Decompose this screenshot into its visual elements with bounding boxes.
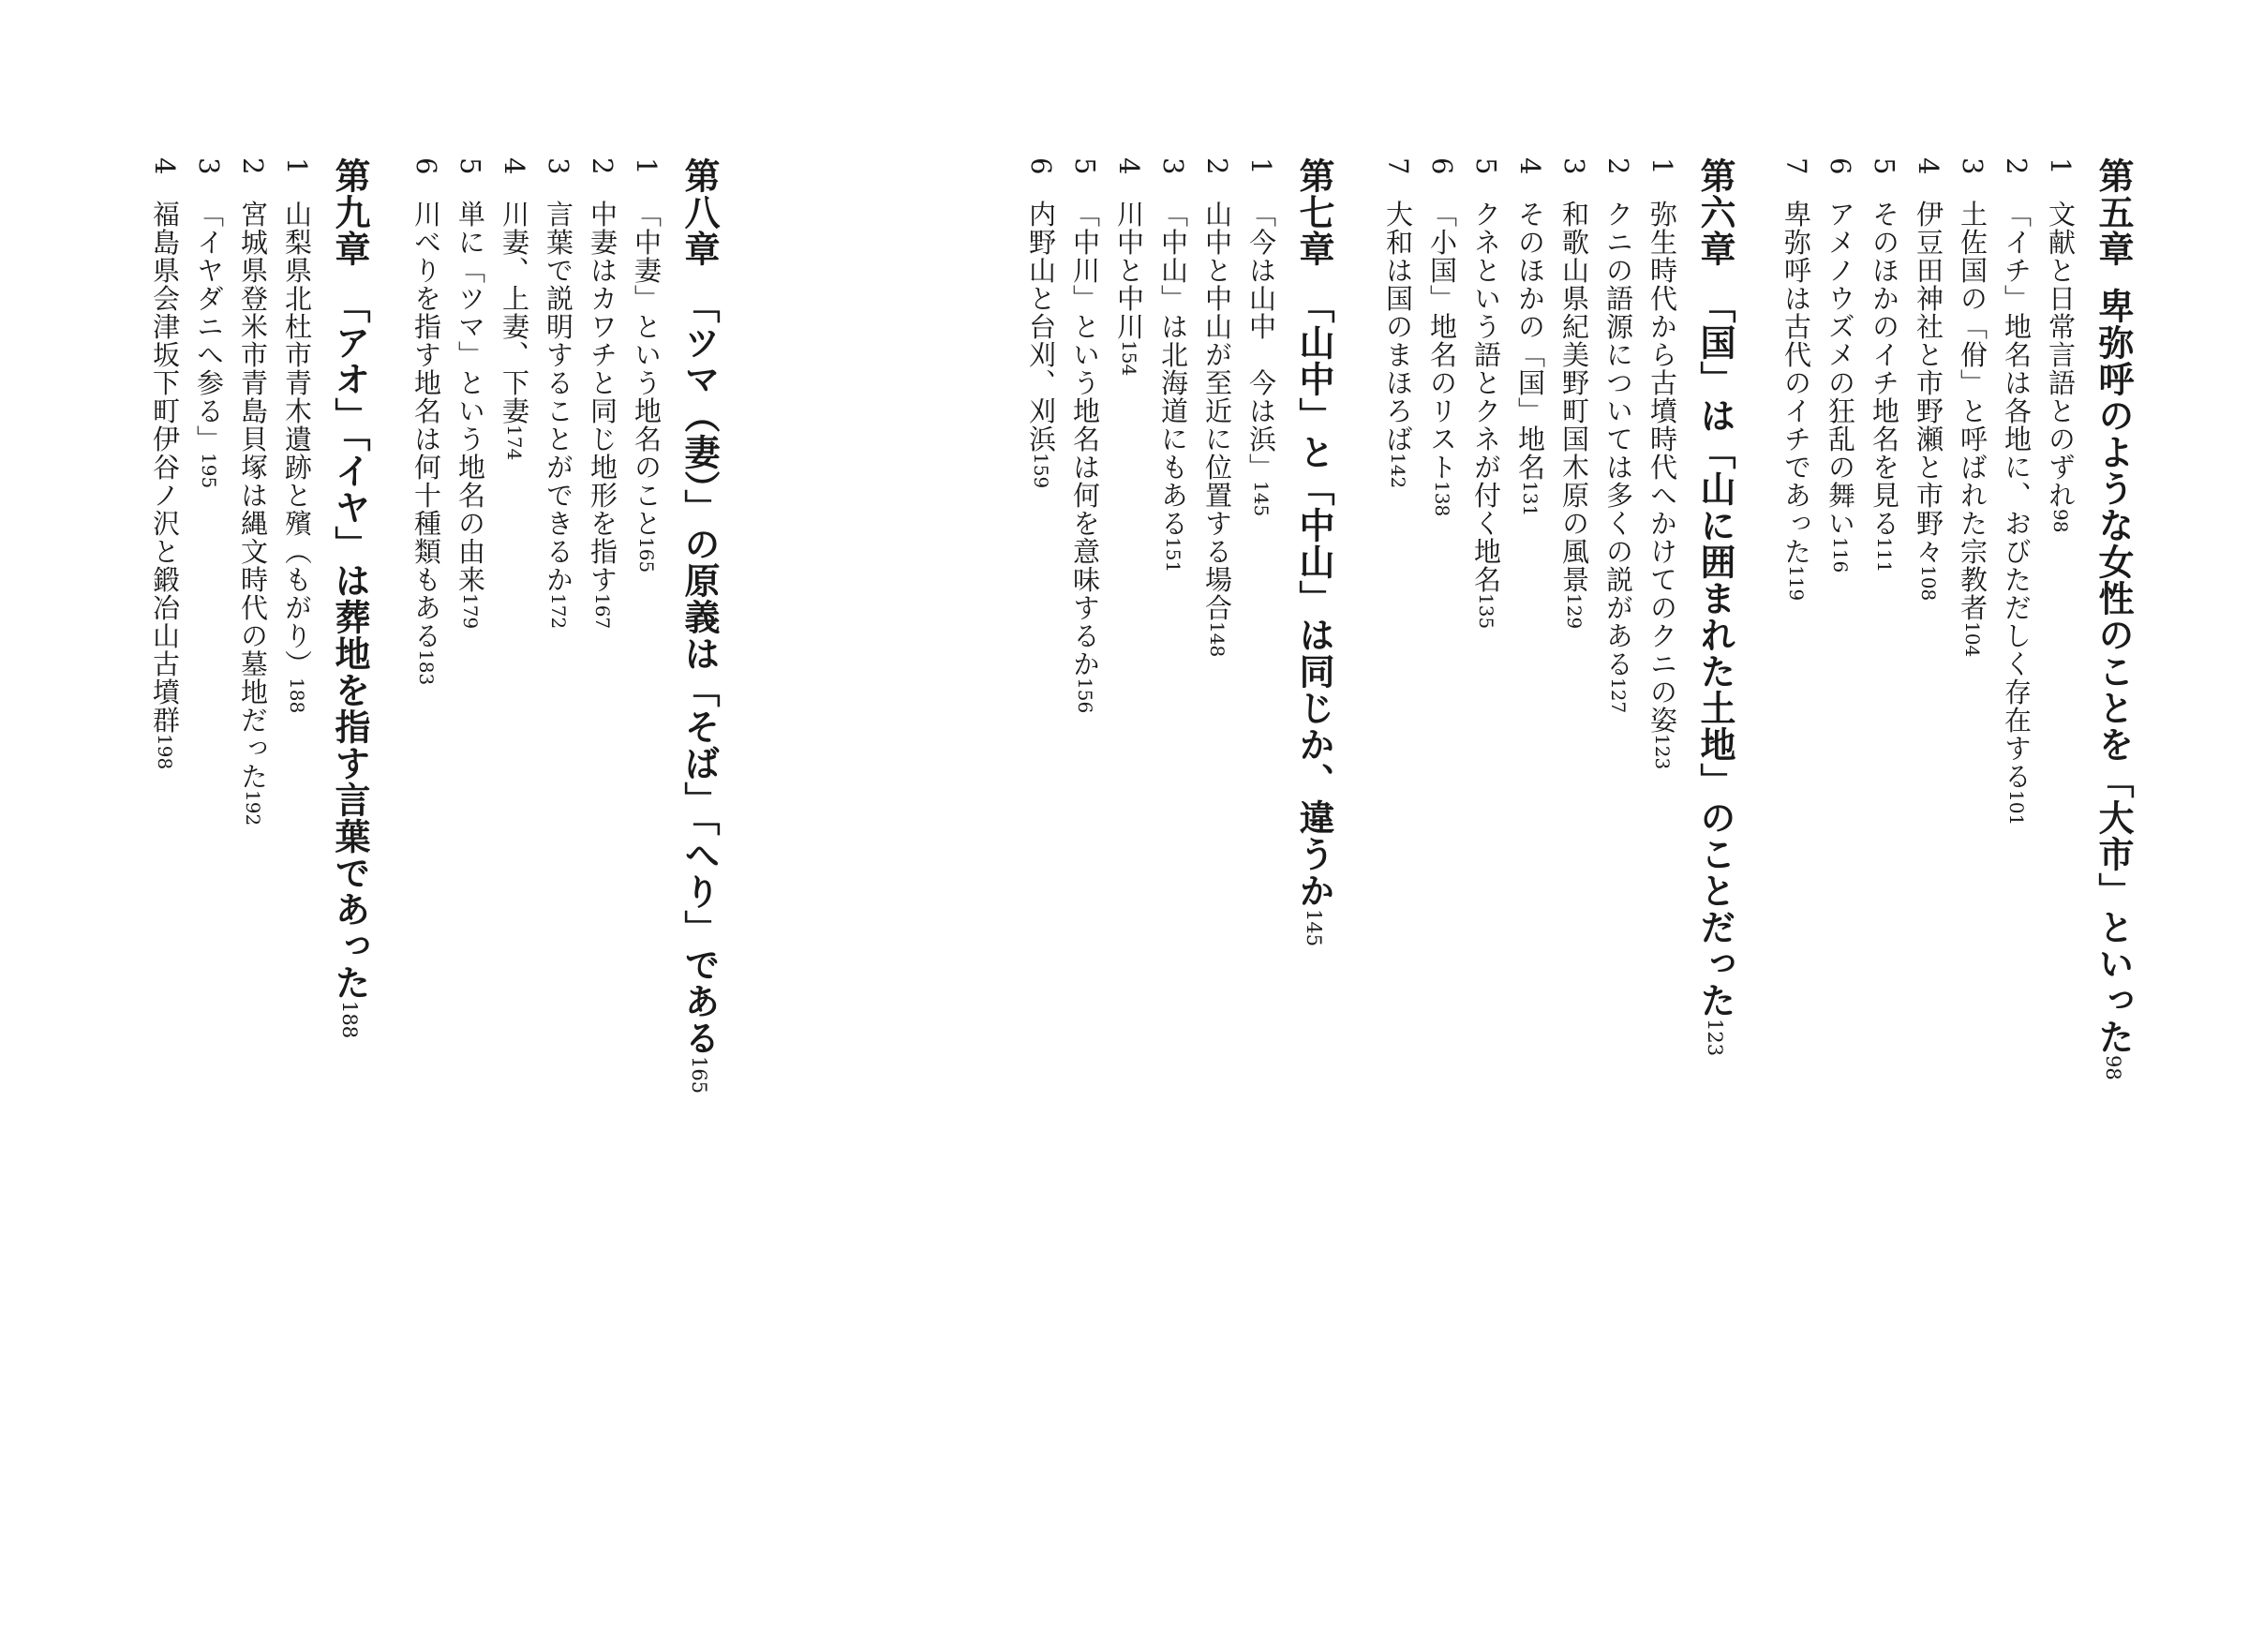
section-number: 5 — [1470, 157, 1502, 176]
section-title: 単に「ツマ」という地名の由来 — [454, 200, 486, 594]
section-number: 3 — [1957, 157, 1988, 176]
section-page: 188 — [286, 677, 308, 714]
section-title: 宮城県登米市青島貝塚は縄文時代の墓地だった — [237, 200, 269, 791]
chapter-heading[interactable] — [329, 157, 371, 1039]
chapter-title: 「アオ」「イヤ」は葬地を指す言葉であった — [329, 288, 371, 1001]
section-number: 7 — [1382, 157, 1414, 176]
section-number: 6 — [410, 157, 442, 176]
section-title: 卑弥呼は古代のイチであった — [1780, 200, 1812, 566]
section-entry[interactable] — [1602, 157, 1634, 714]
section-page: 183 — [415, 649, 438, 686]
section-page: 142 — [1387, 453, 1409, 489]
section-title: クニの語源については多くの説がある — [1602, 200, 1634, 678]
section-page: 198 — [154, 734, 176, 770]
section-entry[interactable] — [1025, 157, 1057, 489]
section-title: 「イヤダニへ参る」 — [193, 200, 225, 454]
section-number: 1 — [2045, 157, 2077, 176]
chapter-title: 卑弥呼のような女性のことを「大市」といった — [2093, 288, 2135, 1055]
section-entry[interactable] — [237, 157, 269, 826]
section-title: 川べりを指す地名は何十種類もある — [410, 200, 442, 650]
section-entry[interactable] — [500, 157, 528, 461]
section-title: 和歌山県紀美野町国木原の風景 — [1558, 200, 1590, 594]
section-page: 131 — [1519, 481, 1542, 517]
section-title: 土佐国の「佾」と呼ばれた宗教者 — [1957, 200, 1988, 622]
section-entry[interactable] — [2001, 157, 2033, 826]
section-entry[interactable] — [544, 157, 572, 630]
section-title: 川中と中川 — [1113, 200, 1145, 341]
section-page: 145 — [1250, 481, 1273, 517]
section-title: 山梨県北杜市青木遺跡と殯（もがり） — [281, 200, 313, 678]
section-entry[interactable] — [588, 157, 616, 630]
section-page: 101 — [2005, 790, 2028, 826]
section-entry[interactable] — [1470, 157, 1502, 630]
section-page: 111 — [1873, 537, 1896, 573]
section-page: 129 — [1563, 593, 1586, 630]
section-page: 98 — [2049, 509, 2072, 533]
section-number: 2 — [1602, 157, 1634, 176]
section-number: 4 — [1913, 157, 1944, 176]
section-title: 「中山」は北海道にもある — [1157, 200, 1189, 538]
section-number: 2 — [237, 157, 269, 176]
chapter-label: 第七章 — [1293, 157, 1335, 267]
section-entry[interactable] — [1870, 157, 1898, 573]
section-entry[interactable] — [1648, 157, 1676, 770]
section-title: 文献と日常言語とのずれ — [2045, 200, 2077, 510]
section-page: 148 — [1206, 621, 1229, 658]
section-page: 167 — [591, 593, 614, 630]
chapter-page: 123 — [1704, 1019, 1726, 1057]
section-entry[interactable] — [149, 157, 181, 770]
section-number: 5 — [1069, 157, 1101, 176]
section-entry[interactable] — [193, 157, 225, 489]
chapter-heading[interactable] — [678, 157, 721, 1094]
section-entry[interactable] — [1558, 157, 1590, 630]
section-entry[interactable] — [1069, 157, 1101, 714]
section-page: 174 — [503, 424, 526, 461]
section-title: 中妻はカワチと同じ地形を指す — [587, 200, 618, 594]
section-page: 119 — [1785, 565, 1808, 602]
section-title: 伊豆田神社と市野瀬と市野々 — [1913, 200, 1944, 566]
section-number: 1 — [631, 157, 663, 176]
section-number: 1 — [1245, 157, 1277, 176]
section-page: 151 — [1162, 537, 1184, 573]
section-entry[interactable] — [1113, 157, 1145, 377]
chapter-label: 第八章 — [678, 157, 721, 267]
chapter-label: 第六章 — [1694, 157, 1736, 267]
section-title: 「今は山中 今は浜」 — [1245, 200, 1277, 482]
section-entry[interactable] — [1959, 157, 1986, 658]
section-title: 「中妻」という地名のこと — [631, 200, 663, 538]
section-number: 3 — [543, 157, 574, 176]
chapter-title: 「ツマ（妻）」の原義は「そば」「へり」である — [678, 288, 721, 1056]
chapter-page: 165 — [688, 1056, 710, 1094]
section-page: 104 — [1961, 621, 1984, 658]
chapter-title: 「山中」と「中山」は同じか、違うか — [1293, 288, 1335, 909]
section-page: 127 — [1607, 677, 1630, 714]
section-number: 1 — [281, 157, 313, 176]
section-number: 6 — [1825, 157, 1856, 176]
section-number: 3 — [193, 157, 225, 176]
section-page: 165 — [635, 537, 658, 573]
chapter-page: 188 — [338, 1001, 361, 1039]
section-title: そのほかの「国」地名 — [1514, 200, 1546, 482]
section-page: 154 — [1118, 340, 1140, 377]
section-entry[interactable] — [281, 157, 313, 714]
section-entry[interactable] — [1826, 157, 1854, 573]
section-page: 123 — [1651, 734, 1674, 770]
chapter-heading[interactable] — [1694, 157, 1736, 1057]
section-title: アメノウズメの狂乱の舞い — [1825, 200, 1856, 538]
section-entry[interactable] — [1426, 157, 1458, 517]
section-entry[interactable] — [1914, 157, 1942, 602]
section-page: 135 — [1475, 593, 1497, 630]
section-title: 「イチ」地名は各地に、おびただしく存在する — [2001, 200, 2033, 791]
section-number: 4 — [499, 157, 530, 176]
section-page: 108 — [1917, 565, 1940, 602]
section-number: 7 — [1780, 157, 1812, 176]
section-number: 5 — [1869, 157, 1900, 176]
section-entry[interactable] — [631, 157, 663, 573]
section-title: 弥生時代から古墳時代へかけてのクニの姿 — [1646, 200, 1678, 735]
section-number: 6 — [1025, 157, 1057, 176]
section-number: 2 — [2001, 157, 2033, 176]
section-number: 2 — [1201, 157, 1233, 176]
section-number: 4 — [1514, 157, 1546, 176]
section-title: クネという語とクネが付く地名 — [1470, 200, 1502, 594]
section-title: 「小国」地名のリスト — [1426, 200, 1458, 482]
section-number: 4 — [149, 157, 181, 176]
section-number: 1 — [1646, 157, 1678, 176]
section-page: 179 — [459, 593, 482, 630]
section-title: 大和は国のまほろば — [1382, 200, 1414, 454]
chapter-label: 第九章 — [329, 157, 371, 267]
section-number: 5 — [454, 157, 486, 176]
section-number: 4 — [1113, 157, 1145, 176]
section-number: 2 — [587, 157, 618, 176]
chapter-heading[interactable] — [1293, 157, 1335, 947]
chapter-page: 145 — [1303, 909, 1325, 947]
section-number: 6 — [1426, 157, 1458, 176]
section-page: 172 — [547, 593, 570, 630]
section-title: 言葉で説明することができるか — [543, 200, 574, 594]
section-title: 福島県会津坂下町伊谷ノ沢と鍛冶山古墳群 — [149, 200, 181, 735]
section-page: 159 — [1030, 453, 1052, 489]
chapter-page: 98 — [2102, 1055, 2124, 1080]
section-title: そのほかのイチ地名を見る — [1869, 200, 1900, 538]
section-page: 192 — [242, 790, 264, 826]
section-entry[interactable] — [1157, 157, 1189, 573]
section-entry[interactable] — [1245, 157, 1277, 517]
section-entry[interactable] — [2045, 157, 2077, 533]
section-entry[interactable] — [410, 157, 442, 686]
section-entry[interactable] — [1382, 157, 1414, 489]
section-number: 3 — [1157, 157, 1189, 176]
section-page: 156 — [1074, 677, 1096, 714]
chapter-title: 「国」は「山に囲まれた土地」のことだった — [1694, 288, 1736, 1019]
section-entry[interactable] — [1514, 157, 1546, 517]
section-entry[interactable] — [456, 157, 484, 630]
chapter-label: 第五章 — [2093, 157, 2135, 267]
section-title: 川妻、上妻、下妻 — [499, 200, 530, 425]
section-entry[interactable] — [1782, 157, 1810, 602]
section-page: 195 — [198, 453, 220, 489]
section-page: 138 — [1431, 481, 1453, 517]
section-title: 内野山と台刈、刈浜 — [1025, 200, 1057, 454]
chapter-heading[interactable] — [2093, 157, 2135, 1080]
section-page: 116 — [1829, 537, 1852, 573]
section-title: 「中川」という地名は何を意味するか — [1069, 200, 1101, 678]
section-entry[interactable] — [1201, 157, 1233, 658]
section-title: 山中と中山が至近に位置する場合 — [1201, 200, 1233, 622]
section-number: 3 — [1558, 157, 1590, 176]
